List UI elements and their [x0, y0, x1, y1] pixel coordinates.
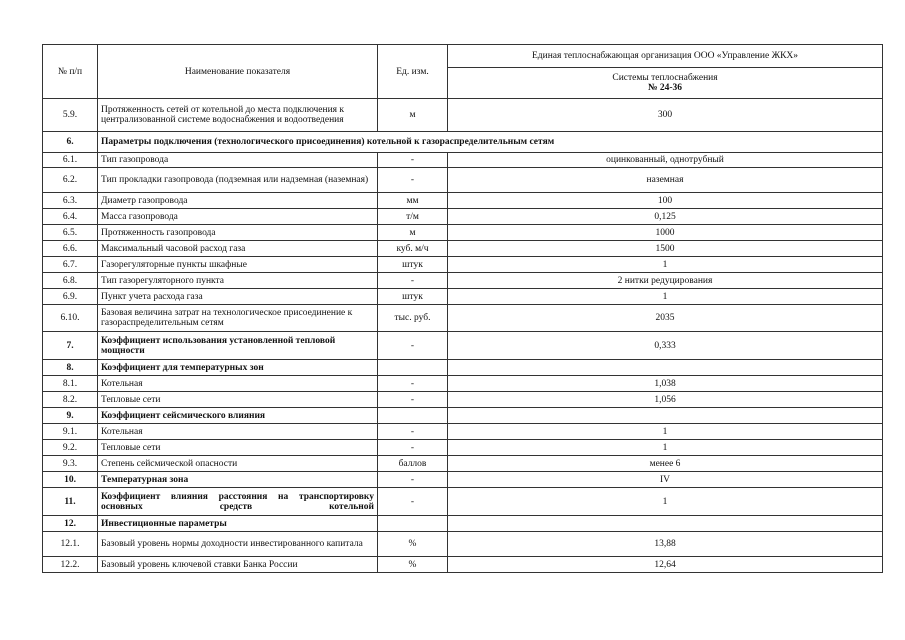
row-value: 1000: [448, 225, 883, 241]
row-value: оцинкованный, однотрубный: [448, 153, 883, 168]
section-row: [43, 360, 883, 376]
row-name: Базовый уровень ключевой ставки Банка России: [98, 557, 378, 573]
header-col-name: Наименование показателя: [98, 45, 378, 99]
table-row: [43, 557, 883, 573]
row-num: 12.2.: [43, 557, 98, 573]
row-name: Температурная зона: [98, 472, 378, 488]
row-value: менее 6: [448, 456, 883, 472]
row-num: 6.6.: [43, 241, 98, 257]
row-value: 2035: [448, 305, 883, 332]
row-name: Масса газопровода: [98, 209, 378, 225]
row-value: IV: [448, 472, 883, 488]
table-row: [43, 241, 883, 257]
row-name: Базовая величина затрат на технологическое присоединение к газораспределительным сетям: [98, 305, 378, 332]
row-num: 6.2.: [43, 168, 98, 193]
table-row: [43, 332, 883, 360]
row-name: Тепловые сети: [98, 392, 378, 408]
row-unit: %: [378, 557, 448, 573]
table-row: [43, 376, 883, 392]
row-unit: баллов: [378, 456, 448, 472]
row-num: 7.: [43, 332, 98, 360]
row-num: 6.3.: [43, 193, 98, 209]
row-num: 5.9.: [43, 99, 98, 132]
row-name: Степень сейсмической опасности: [98, 456, 378, 472]
row-value: 100: [448, 193, 883, 209]
parameters-table: [42, 44, 883, 573]
table-row: [43, 257, 883, 273]
row-unit: м: [378, 99, 448, 132]
header-systems-line2: № 24-36: [647, 83, 683, 93]
row-name: Коэффициент использования установленной тепловой мощности: [98, 332, 378, 360]
row-name: Коэффициент влияния расстояния на транспортировку основных средств котельной: [98, 488, 378, 516]
section-title: Коэффициент для температурных зон: [98, 360, 378, 376]
row-unit: -: [378, 440, 448, 456]
row-value: 13,88: [448, 532, 883, 557]
row-unit-empty: [378, 408, 448, 424]
section-row: [43, 408, 883, 424]
row-value: наземная: [448, 168, 883, 193]
row-num: 8.: [43, 360, 98, 376]
table-row: [43, 289, 883, 305]
row-unit: тыс. руб.: [378, 305, 448, 332]
row-unit: т/м: [378, 209, 448, 225]
row-num: 12.: [43, 516, 98, 532]
row-num: 6.7.: [43, 257, 98, 273]
table-row: [43, 209, 883, 225]
row-unit: -: [378, 273, 448, 289]
table-row: [43, 488, 883, 516]
header-org: Единая теплоснабжающая организация ООО «Управление ЖКХ»: [448, 45, 883, 68]
section-row: [43, 516, 883, 532]
row-value: 1: [448, 440, 883, 456]
row-value: 1: [448, 289, 883, 305]
row-value: 1: [448, 424, 883, 440]
row-unit: штук: [378, 257, 448, 273]
row-unit: штук: [378, 289, 448, 305]
row-value-empty: [448, 516, 883, 532]
table-row: [43, 392, 883, 408]
row-unit: -: [378, 488, 448, 516]
row-num: 6.4.: [43, 209, 98, 225]
row-name: Пункт учета расхода газа: [98, 289, 378, 305]
row-unit: -: [378, 332, 448, 360]
section-title: Инвестиционные параметры: [98, 516, 378, 532]
table-row: [43, 193, 883, 209]
table-row: [43, 305, 883, 332]
table-row: [43, 168, 883, 193]
row-num: 6.1.: [43, 153, 98, 168]
row-num: 6.8.: [43, 273, 98, 289]
table-row: [43, 456, 883, 472]
row-unit: мм: [378, 193, 448, 209]
table-row: [43, 273, 883, 289]
row-unit: %: [378, 532, 448, 557]
row-unit-empty: [378, 360, 448, 376]
row-num: 9.2.: [43, 440, 98, 456]
row-num: 9.1.: [43, 424, 98, 440]
row-name: Тип газорегуляторного пункта: [98, 273, 378, 289]
row-value: 0,333: [448, 332, 883, 360]
section-row: [43, 132, 883, 153]
row-num: 12.1.: [43, 532, 98, 557]
header-systems-line1: Системы теплоснабжения: [612, 73, 718, 83]
row-num: 10.: [43, 472, 98, 488]
row-value: 0,125: [448, 209, 883, 225]
row-value: 300: [448, 99, 883, 132]
header-row: [43, 45, 883, 68]
table-row: [43, 225, 883, 241]
section-title: Коэффициент сейсмического влияния: [98, 408, 378, 424]
row-value: 1500: [448, 241, 883, 257]
row-value: 2 нитки редуцирования: [448, 273, 883, 289]
row-name: Тип газопровода: [98, 153, 378, 168]
row-name: Диаметр газопровода: [98, 193, 378, 209]
row-value-empty: [448, 360, 883, 376]
row-unit: -: [378, 472, 448, 488]
row-name: Котельная: [98, 376, 378, 392]
row-value: 1: [448, 488, 883, 516]
row-value: 1: [448, 257, 883, 273]
row-unit-empty: [378, 516, 448, 532]
header-col-unit: Ед. изм.: [378, 45, 448, 99]
row-num: 11.: [43, 488, 98, 516]
header-col-num: № п/п: [43, 45, 98, 99]
row-name: Котельная: [98, 424, 378, 440]
row-name: Тип прокладки газопровода (подземная или надземная (наземная): [98, 168, 378, 193]
table-row: [43, 440, 883, 456]
table-row: [43, 424, 883, 440]
row-num: 9.: [43, 408, 98, 424]
row-name: Базовый уровень нормы доходности инвестированного капитала: [98, 532, 378, 557]
row-num: 8.1.: [43, 376, 98, 392]
row-value: 12,64: [448, 557, 883, 573]
row-unit: -: [378, 424, 448, 440]
row-name: Максимальный часовой расход газа: [98, 241, 378, 257]
row-unit: м: [378, 225, 448, 241]
row-name: Протяженность газопровода: [98, 225, 378, 241]
table-row: [43, 153, 883, 168]
row-unit: -: [378, 376, 448, 392]
row-unit: куб. м/ч: [378, 241, 448, 257]
row-num: 6.: [43, 132, 98, 153]
row-num: 9.3.: [43, 456, 98, 472]
row-value-empty: [448, 408, 883, 424]
row-value: 1,056: [448, 392, 883, 408]
row-name: Тепловые сети: [98, 440, 378, 456]
row-name: Газорегуляторные пункты шкафные: [98, 257, 378, 273]
row-num: 8.2.: [43, 392, 98, 408]
row-num: 6.9.: [43, 289, 98, 305]
section-title: Параметры подключения (технологического присоединения) котельной к газораспределительным сетям: [98, 132, 883, 153]
row-value: 1,038: [448, 376, 883, 392]
row-num: 6.10.: [43, 305, 98, 332]
row-unit: -: [378, 153, 448, 168]
row-unit: -: [378, 168, 448, 193]
table-row: [43, 532, 883, 557]
header-systems: [448, 68, 883, 99]
row-unit: -: [378, 392, 448, 408]
table-row: [43, 472, 883, 488]
table-row: [43, 99, 883, 132]
row-num: 6.5.: [43, 225, 98, 241]
row-name: Протяженность сетей от котельной до места подключения к централизованной системе водоснабжения и водоотведения: [98, 99, 378, 132]
